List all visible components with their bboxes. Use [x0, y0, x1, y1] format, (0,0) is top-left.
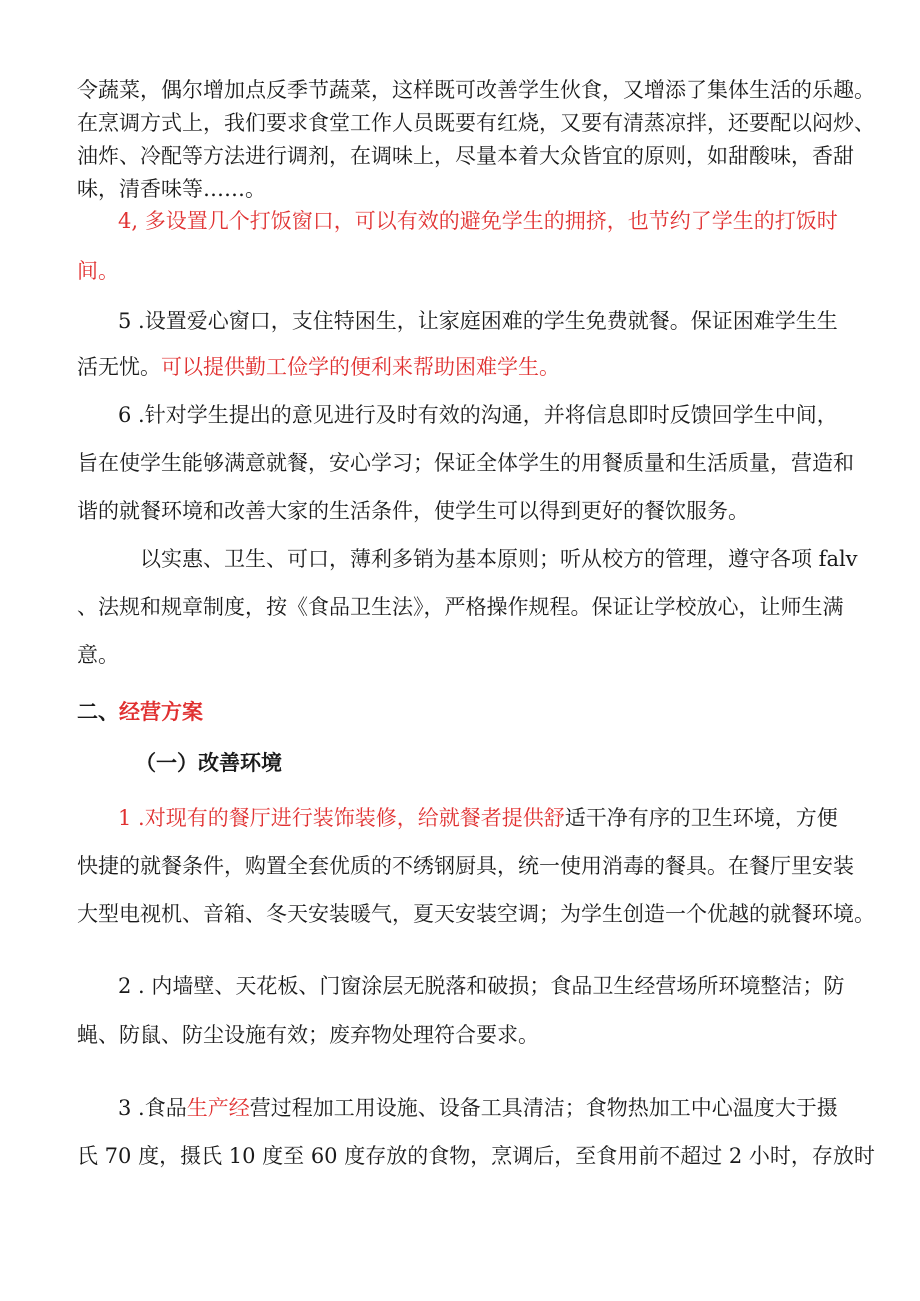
env3-line-1-end: 营过程加工用设施、设备工具清洁；食物热加工中心温度大于摄 — [249, 1096, 838, 1120]
env1-line-1-highlight: 1 .对现有的餐厅进行装饰装修，给就餐者提供舒 — [118, 806, 565, 830]
env1-line-3: 大型电视机、音箱、冬天安装暖气，夏天安装空调；为学生创造一个优越的就餐环境。 — [77, 902, 875, 926]
principle-line-2: 、法规和规章制度，按《食品卫生法》，严格操作规程。保证让学校放心，让师生满 — [77, 595, 844, 619]
section-heading — [77, 697, 203, 727]
env1-line-1-plain: 适干净有序的卫生环境，方便 — [564, 806, 838, 830]
env2-line-1: 2 . 内墙壁、天花板、门窗涂层无脱落和破损；食品卫生经营场所环境整洁；防 — [118, 974, 845, 998]
item6-line-1: 6 .针对学生提出的意见进行及时有效的沟通，并将信息即时反馈回学生中间， — [118, 403, 838, 427]
section-title: 经营方案 — [119, 699, 203, 724]
env3-line-1-start: 3 .食品 — [118, 1096, 187, 1120]
item5-line-2 — [77, 352, 560, 382]
section-number: 二、 — [77, 699, 119, 724]
item4-line-1: 4, 多设置几个打饭窗口，可以有效的避免学生的拥挤，也节约了学生的打饭时 — [118, 209, 838, 233]
env3-line-2: 氏 70 度，摄氏 10 度至 60 度存放的食物，烹调后，至食用前不超过 2 小时，存放时 — [77, 1144, 875, 1168]
item4-line-2: 间。 — [77, 259, 119, 283]
item6-line-3: 谐的就餐环境和改善大家的生活条件，使学生可以得到更好的餐饮服务。 — [77, 499, 749, 523]
item5-line-2-plain: 活无忧。 — [77, 355, 161, 379]
env3-line-1 — [118, 1093, 838, 1123]
env2-line-2: 蝇、防鼠、防尘设施有效；废弃物处理符合要求。 — [77, 1023, 539, 1047]
principle-line-3: 意。 — [77, 643, 119, 667]
item5-line-2-highlight: 可以提供勤工俭学的便利来帮助困难学生。 — [161, 355, 560, 379]
intro-line-3: 油炸、冷配等方法进行调剂，在调味上，尽量本着大众皆宜的原则，如甜酸味，香甜 — [77, 144, 854, 168]
env1-line-2: 快捷的就餐条件，购置全套优质的不绣钢厨具，统一使用消毒的餐具。在餐厅里安装 — [77, 854, 854, 878]
item5-line-1: 5 .设置爱心窗口，支住特困生，让家庭困难的学生免费就餐。保证困难学生生 — [118, 309, 838, 333]
intro-line-2: 在烹调方式上，我们要求食堂工作人员既要有红烧，又要有清蒸凉拌，还要配以闷炒、 — [77, 111, 875, 135]
env3-line-1-highlight: 生产经 — [186, 1096, 250, 1120]
item6-line-2: 旨在使学生能够满意就餐，安心学习；保证全体学生的用餐质量和生活质量，营造和 — [77, 451, 854, 475]
env1-line-1 — [118, 803, 838, 833]
intro-line-1: 令蔬菜，偶尔增加点反季节蔬菜，这样既可改善学生伙食，又增添了集体生活的乐趣。 — [77, 78, 875, 102]
principle-line-1: 以实惠、卫生、可口，薄利多销为基本原则；听从校方的管理，遵守各项 falv — [140, 547, 858, 571]
intro-line-4: 味，清香味等……。 — [77, 177, 266, 201]
subsection-heading: （一）改善环境 — [135, 750, 282, 775]
